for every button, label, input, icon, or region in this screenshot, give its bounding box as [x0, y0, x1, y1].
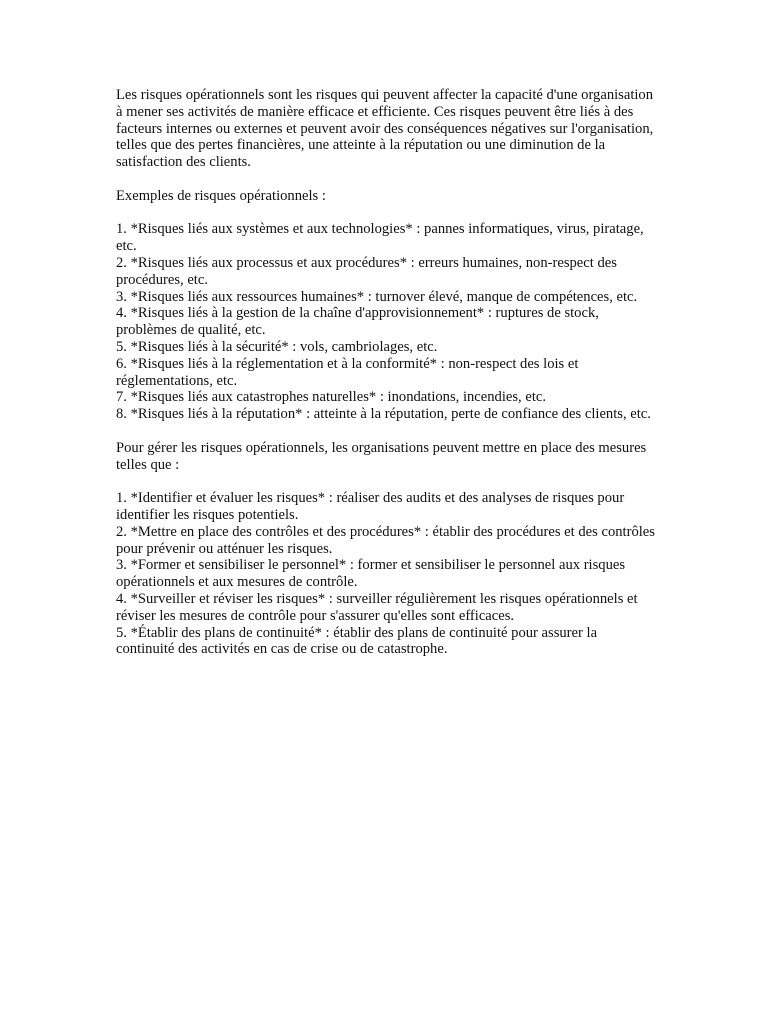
measure-item: 4. *Surveiller et réviser les risques* : surveiller régulièrement les risques opérationnels et réviser les mesures de contrôle pour s'assurer qu'elles sont efficaces. — [116, 590, 638, 624]
example-item: 2. *Risques liés aux processus et aux procédures* : erreurs humaines, non-respect des procédures, etc. — [116, 254, 617, 288]
measure-item: 3. *Former et sensibiliser le personnel* : former et sensibiliser le personnel aux risques opérationnels et aux mesures de contrôle. — [116, 557, 626, 591]
example-item: 1. *Risques liés aux systèmes et aux technologies* : pannes informatiques, virus, piratage, etc. — [116, 221, 644, 255]
measure-item: 2. *Mettre en place des contrôles et des procédures* : établir des procédures et des contrôles pour prévenir ou atténuer les risques. — [116, 523, 655, 557]
paragraph-gap — [116, 473, 656, 490]
example-item: 7. *Risques liés aux catastrophes naturelles* : inondations, incendies, etc. — [116, 389, 547, 406]
measure-item: 1. *Identifier et évaluer les risques* : réaliser des audits et des analyses de risques pour identifier les risques potentiels. — [116, 490, 625, 523]
examples-list — [116, 221, 656, 423]
paragraph-gap — [116, 205, 656, 222]
examples-heading: Exemples de risques opérationnels : — [116, 187, 326, 204]
paragraph-gap — [116, 171, 656, 188]
measures-list — [116, 490, 656, 658]
example-item: 6. *Risques liés à la réglementation et à la conformité* : non-respect des lois et réglementations, etc. — [116, 355, 579, 389]
paragraph-gap — [116, 423, 656, 440]
example-item: 3. *Risques liés aux ressources humaines* : turnover élevé, manque de compétences, etc. — [116, 288, 638, 305]
intro-paragraph: Les risques opérationnels sont les risques qui peuvent affecter la capacité d'une organisation à mener ses activités de manière efficace et efficiente. Ces risques peuvent être liés à des facteurs internes ou externes et peuvent avoir des conséquences négatives sur l'organisation, telles que des pertes financières, une atteinte à la réputation ou une diminution de la satisfaction des clients. — [116, 87, 654, 171]
measure-item: 5. *Établir des plans de continuité* : établir des plans de continuité pour assurer la continuité des activités en cas de crise ou de catastrophe. — [116, 624, 598, 658]
example-item: 5. *Risques liés à la sécurité* : vols, cambriolages, etc. — [116, 338, 438, 355]
measures-heading: Pour gérer les risques opérationnels, les organisations peuvent mettre en place des mesures telles que : — [116, 439, 647, 473]
document-page — [116, 87, 656, 658]
example-item: 4. *Risques liés à la gestion de la chaîne d'approvisionnement* : ruptures de stock, problèmes de qualité, etc. — [116, 305, 599, 339]
example-item: 8. *Risques liés à la réputation* : atteinte à la réputation, perte de confiance des clients, etc. — [116, 406, 651, 423]
